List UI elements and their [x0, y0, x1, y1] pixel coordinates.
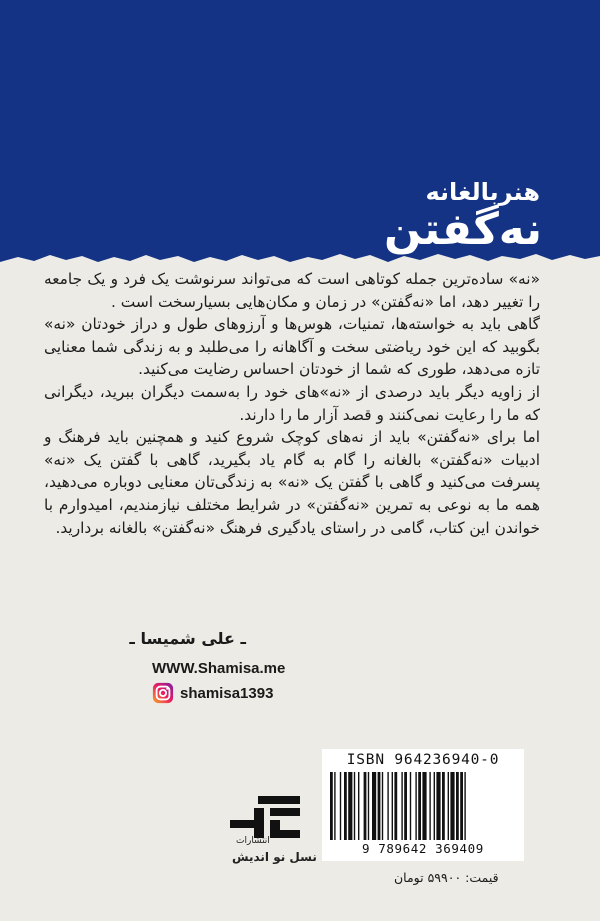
barcode-bar [422, 772, 426, 840]
barcode-bar [415, 772, 416, 840]
barcode-bar [410, 772, 411, 840]
book-subtitle: هنربالغانه [425, 178, 540, 206]
instagram-handle: shamisa1393 [180, 684, 274, 702]
barcode-bar [368, 772, 369, 840]
author-signature: ـ علی شمیسا ـ [129, 629, 246, 648]
barcode-bar [340, 772, 341, 840]
price-label: قیمت: ۵۹۹۰۰ تومان [394, 870, 499, 885]
blurb-text [44, 268, 540, 539]
blurb-paragraph: از زاویه دیگر باید درصدی از «نه»های خود را به‌سمت دیگران ببرید، دیگرانی که ما را رعایت نمی‌کنند و قصد آزار ما را دارند. [44, 382, 540, 424]
barcode-bar [404, 772, 407, 840]
isbn-label: ISBN 964236940-0 [346, 752, 500, 768]
barcode-bar [372, 772, 376, 840]
instagram-icon [152, 682, 174, 704]
barcode-bar [442, 772, 445, 840]
barcode-bar [358, 772, 359, 840]
barcode-bar [460, 772, 463, 840]
instagram-contact[interactable] [152, 682, 273, 704]
barcode-bar [394, 772, 397, 840]
barcode-bar [348, 772, 352, 840]
blue-header-band [0, 0, 600, 272]
website-link[interactable]: WWW.Shamisa.me [152, 660, 286, 677]
barcode [330, 772, 516, 840]
barcode-bar [387, 772, 388, 840]
book-title: نه‌گفتن [383, 204, 542, 255]
barcode-bar [448, 772, 449, 840]
barcode-bar [364, 772, 367, 840]
barcode-bar [392, 772, 393, 840]
barcode-bar [354, 772, 355, 840]
barcode-bar [378, 772, 381, 840]
barcode-bar [344, 772, 347, 840]
barcode-bar [450, 772, 454, 840]
barcode-bar [436, 772, 440, 840]
publisher-prefix: انتشارات [236, 836, 270, 846]
isbn-barcode-block [322, 749, 524, 861]
barcode-bar [334, 772, 335, 840]
publisher-name: نسل نو اندیش [232, 850, 317, 864]
barcode-bar [456, 772, 459, 840]
barcode-number: 9 789642 369409 [362, 841, 484, 856]
barcode-bar [464, 772, 465, 840]
blurb-paragraph: گاهی باید به خواسته‌ها، تمنیات، هوس‌ها و آرزوهای طول و دراز خودتان «نه» بگوبید که این خود ریاضتی سخت و آگاهانه را می‌طلبد و به زندگی شما معنایی تازه می‌دهد، طوری که شما از خودتان احساس رضایت می‌کنید. [44, 315, 540, 379]
barcode-bar [429, 772, 430, 840]
barcode-bar [418, 772, 421, 840]
blurb-paragraph: اما برای «نه‌گفتن» باید از نه‌های کوچک شروع کنید و همچنین باید فرهنگ و ادبیات «نه‌گفتن» بالغانه را گام به گام یاد بگیرید، گاهی با گفتن یک «نه» پسرفت می‌کنید و گاهی با گفتن یک «نه» به زندگی‌تان معنایی دوباره می‌دهید، همه ما به نوعی به تمرین «نه‌گفتن» در شرایط مختلف نیازمندیم، امیدوارم با خواندن این کتاب، گامی در راستای یادگیری فرهنگ «نه‌گفتن» بالغانه بردارید. [44, 428, 540, 537]
barcode-bar [330, 772, 333, 840]
blurb-paragraph: «نه» ساده‌ترین جمله کوتاهی است که می‌تواند سرنوشت یک فرد و یک جامعه را تغییر دهد، اما «نه‌گفتن» در زمان و مکان‌هایی بسیارسخت است . [44, 270, 540, 311]
barcode-bar [382, 772, 383, 840]
barcode-bar [434, 772, 435, 840]
barcode-bar [401, 772, 402, 840]
